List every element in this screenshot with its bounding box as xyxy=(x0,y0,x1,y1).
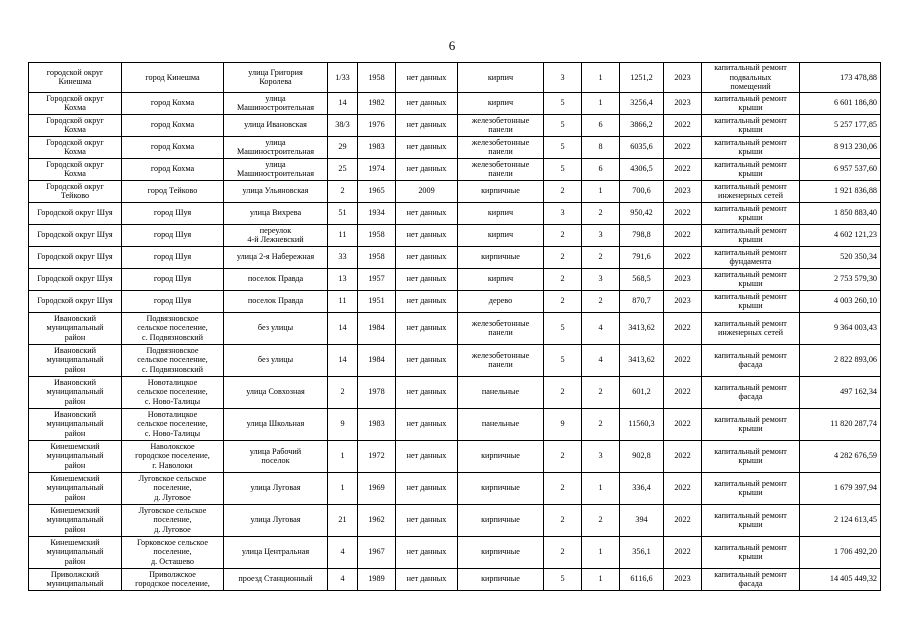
cell-floors: 2 xyxy=(544,180,582,202)
cell-build-year: 1951 xyxy=(358,290,396,312)
cell-overhaul-year: нет данных xyxy=(396,290,458,312)
cell-house-number: 14 xyxy=(328,92,358,114)
cell-overhaul-year: нет данных xyxy=(396,268,458,290)
cell-settlement: Горковское сельское поселение, д. Осташево xyxy=(122,536,224,568)
cell-wall-material: железобетонные панели xyxy=(458,136,544,158)
table-row xyxy=(29,376,881,408)
cell-repair-year: 2023 xyxy=(664,63,702,93)
cell-work-type: капитальный ремонт крыши xyxy=(702,536,800,568)
cell-area: 3413,62 xyxy=(620,312,664,344)
cell-entrances: 1 xyxy=(582,180,620,202)
cell-repair-year: 2022 xyxy=(664,136,702,158)
cell-municipality: Ивановский муниципальный район xyxy=(29,376,122,408)
cell-area: 3413,62 xyxy=(620,344,664,376)
cell-build-year: 1984 xyxy=(358,344,396,376)
cell-build-year: 1972 xyxy=(358,440,396,472)
cell-work-type: капитальный ремонт крыши xyxy=(702,504,800,536)
cell-municipality: Городской округ Шуя xyxy=(29,246,122,268)
cell-house-number: 2 xyxy=(328,180,358,202)
cell-overhaul-year: нет данных xyxy=(396,408,458,440)
cell-entrances: 1 xyxy=(582,536,620,568)
cell-work-type: капитальный ремонт крыши xyxy=(702,202,800,224)
cell-repair-year: 2022 xyxy=(664,440,702,472)
table-row xyxy=(29,568,881,590)
cell-repair-year: 2022 xyxy=(664,504,702,536)
cell-entrances: 3 xyxy=(582,440,620,472)
cell-cost: 11 820 287,74 xyxy=(800,408,881,440)
cell-settlement: город Шуя xyxy=(122,202,224,224)
cell-house-number: 14 xyxy=(328,312,358,344)
cell-work-type: капитальный ремонт крыши xyxy=(702,408,800,440)
cell-build-year: 1958 xyxy=(358,63,396,93)
cell-repair-year: 2022 xyxy=(664,312,702,344)
cell-municipality: Ивановский муниципальный район xyxy=(29,312,122,344)
cell-municipality: Кинешемский муниципальный район xyxy=(29,440,122,472)
cell-overhaul-year: нет данных xyxy=(396,92,458,114)
cell-entrances: 6 xyxy=(582,158,620,180)
cell-municipality: Городской округ Шуя xyxy=(29,290,122,312)
cell-municipality: Кинешемский муниципальный район xyxy=(29,472,122,504)
cell-entrances: 4 xyxy=(582,312,620,344)
cell-street: улица Школьная xyxy=(224,408,328,440)
table-row xyxy=(29,136,881,158)
table-row xyxy=(29,92,881,114)
cell-wall-material: кирпич xyxy=(458,92,544,114)
cell-overhaul-year: нет данных xyxy=(396,63,458,93)
cell-overhaul-year: нет данных xyxy=(396,504,458,536)
cell-wall-material: кирпичные xyxy=(458,536,544,568)
cell-settlement: город Кохма xyxy=(122,136,224,158)
cell-area: 6116,6 xyxy=(620,568,664,590)
cell-wall-material: кирпичные xyxy=(458,568,544,590)
cell-settlement: город Кохма xyxy=(122,158,224,180)
cell-area: 902,8 xyxy=(620,440,664,472)
cell-repair-year: 2023 xyxy=(664,92,702,114)
cell-work-type: капитальный ремонт крыши xyxy=(702,224,800,246)
cell-area: 870,7 xyxy=(620,290,664,312)
table-row xyxy=(29,224,881,246)
cell-municipality: городской округ Кинешма xyxy=(29,63,122,93)
cell-repair-year: 2023 xyxy=(664,568,702,590)
cell-settlement: город Шуя xyxy=(122,268,224,290)
cell-street: поселок Правда xyxy=(224,268,328,290)
cell-floors: 2 xyxy=(544,440,582,472)
cell-wall-material: кирпичные xyxy=(458,504,544,536)
cell-area: 798,8 xyxy=(620,224,664,246)
table-row xyxy=(29,268,881,290)
cell-municipality: Городской округ Кохма xyxy=(29,136,122,158)
cell-cost: 6 601 186,80 xyxy=(800,92,881,114)
cell-street: улица Луговая xyxy=(224,504,328,536)
cell-cost: 8 913 230,06 xyxy=(800,136,881,158)
cell-municipality: Ивановский муниципальный район xyxy=(29,408,122,440)
cell-work-type: капитальный ремонт фасада xyxy=(702,376,800,408)
cell-cost: 14 405 449,32 xyxy=(800,568,881,590)
cell-area: 3256,4 xyxy=(620,92,664,114)
page-number: 6 xyxy=(448,38,456,53)
cell-entrances: 1 xyxy=(582,92,620,114)
cell-cost: 4 602 121,23 xyxy=(800,224,881,246)
cell-repair-year: 2022 xyxy=(664,536,702,568)
cell-settlement: Подвязновское сельское поселение, с. Подвязновский xyxy=(122,344,224,376)
cell-repair-year: 2022 xyxy=(664,158,702,180)
cell-house-number: 1 xyxy=(328,472,358,504)
cell-build-year: 1962 xyxy=(358,504,396,536)
cell-overhaul-year: 2009 xyxy=(396,180,458,202)
cell-overhaul-year: нет данных xyxy=(396,202,458,224)
cell-repair-year: 2022 xyxy=(664,344,702,376)
cell-cost: 6 957 537,60 xyxy=(800,158,881,180)
cell-municipality: Городской округ Шуя xyxy=(29,224,122,246)
cell-street: без улицы xyxy=(224,344,328,376)
cell-cost: 1 921 836,88 xyxy=(800,180,881,202)
cell-work-type: капитальный ремонт подвальных помещений xyxy=(702,63,800,93)
cell-wall-material: кирпичные xyxy=(458,440,544,472)
cell-entrances: 2 xyxy=(582,504,620,536)
cell-area: 4306,5 xyxy=(620,158,664,180)
cell-municipality: Городской округ Кохма xyxy=(29,92,122,114)
table-row xyxy=(29,408,881,440)
cell-wall-material: железобетонные панели xyxy=(458,312,544,344)
cell-cost: 2 124 613,45 xyxy=(800,504,881,536)
cell-street: улица Луговая xyxy=(224,472,328,504)
table-row xyxy=(29,504,881,536)
cell-work-type: капитальный ремонт крыши xyxy=(702,158,800,180)
cell-house-number: 11 xyxy=(328,290,358,312)
cell-house-number: 25 xyxy=(328,158,358,180)
cell-house-number: 33 xyxy=(328,246,358,268)
cell-build-year: 1984 xyxy=(358,312,396,344)
cell-work-type: капитальный ремонт крыши xyxy=(702,290,800,312)
cell-floors: 2 xyxy=(544,268,582,290)
cell-area: 700,6 xyxy=(620,180,664,202)
cell-cost: 4 003 260,10 xyxy=(800,290,881,312)
cell-area: 3866,2 xyxy=(620,114,664,136)
cell-cost: 520 350,34 xyxy=(800,246,881,268)
cell-repair-year: 2022 xyxy=(664,376,702,408)
cell-entrances: 6 xyxy=(582,114,620,136)
cell-repair-year: 2022 xyxy=(664,224,702,246)
cell-cost: 2 753 579,30 xyxy=(800,268,881,290)
cell-floors: 5 xyxy=(544,158,582,180)
cell-floors: 2 xyxy=(544,536,582,568)
cell-municipality: Кинешемский муниципальный район xyxy=(29,504,122,536)
cell-settlement: город Кохма xyxy=(122,114,224,136)
cell-floors: 5 xyxy=(544,136,582,158)
table-row xyxy=(29,158,881,180)
cell-municipality: Кинешемский муниципальный район xyxy=(29,536,122,568)
cell-cost: 5 257 177,85 xyxy=(800,114,881,136)
cell-street: проезд Станционный xyxy=(224,568,328,590)
cell-cost: 4 282 676,59 xyxy=(800,440,881,472)
table-row xyxy=(29,180,881,202)
cell-entrances: 2 xyxy=(582,202,620,224)
cell-house-number: 51 xyxy=(328,202,358,224)
table-row xyxy=(29,312,881,344)
cell-floors: 2 xyxy=(544,472,582,504)
cell-overhaul-year: нет данных xyxy=(396,344,458,376)
cell-street: улица Вихрева xyxy=(224,202,328,224)
cell-settlement: город Шуя xyxy=(122,224,224,246)
cell-entrances: 1 xyxy=(582,63,620,93)
cell-entrances: 1 xyxy=(582,472,620,504)
cell-wall-material: железобетонные панели xyxy=(458,158,544,180)
cell-wall-material: кирпичные xyxy=(458,180,544,202)
cell-repair-year: 2023 xyxy=(664,268,702,290)
cell-wall-material: кирпич xyxy=(458,63,544,93)
cell-municipality: Городской округ Кохма xyxy=(29,114,122,136)
cell-municipality: Городской округ Шуя xyxy=(29,202,122,224)
cell-entrances: 3 xyxy=(582,268,620,290)
cell-house-number: 9 xyxy=(328,408,358,440)
cell-street: улица Совхозная xyxy=(224,376,328,408)
cell-work-type: капитальный ремонт фасада xyxy=(702,344,800,376)
cell-overhaul-year: нет данных xyxy=(396,224,458,246)
cell-floors: 2 xyxy=(544,246,582,268)
cell-floors: 5 xyxy=(544,344,582,376)
cell-cost: 173 478,88 xyxy=(800,63,881,93)
cell-build-year: 1958 xyxy=(358,246,396,268)
table-row xyxy=(29,440,881,472)
cell-house-number: 4 xyxy=(328,536,358,568)
cell-floors: 5 xyxy=(544,312,582,344)
cell-house-number: 1 xyxy=(328,440,358,472)
cell-work-type: капитальный ремонт инженерных сетей xyxy=(702,180,800,202)
cell-work-type: капитальный ремонт фундамента xyxy=(702,246,800,268)
table-row xyxy=(29,536,881,568)
cell-build-year: 1983 xyxy=(358,136,396,158)
cell-repair-year: 2023 xyxy=(664,180,702,202)
cell-overhaul-year: нет данных xyxy=(396,472,458,504)
cell-build-year: 1976 xyxy=(358,114,396,136)
cell-house-number: 14 xyxy=(328,344,358,376)
cell-wall-material: кирпичные xyxy=(458,472,544,504)
cell-municipality: Ивановский муниципальный район xyxy=(29,344,122,376)
cell-street: улица Машиностроительная xyxy=(224,158,328,180)
cell-build-year: 1974 xyxy=(358,158,396,180)
cell-street: улица Машиностроительная xyxy=(224,136,328,158)
cell-street: улица Ивановская xyxy=(224,114,328,136)
cell-cost: 2 822 893,06 xyxy=(800,344,881,376)
cell-overhaul-year: нет данных xyxy=(396,440,458,472)
cell-overhaul-year: нет данных xyxy=(396,114,458,136)
cell-settlement: город Кохма xyxy=(122,92,224,114)
cell-entrances: 3 xyxy=(582,224,620,246)
cell-build-year: 1978 xyxy=(358,376,396,408)
cell-area: 950,42 xyxy=(620,202,664,224)
table-row xyxy=(29,290,881,312)
cell-settlement: город Шуя xyxy=(122,246,224,268)
cell-area: 791,6 xyxy=(620,246,664,268)
cell-municipality: Городской округ Шуя xyxy=(29,268,122,290)
cell-settlement: город Шуя xyxy=(122,290,224,312)
cell-entrances: 2 xyxy=(582,246,620,268)
cell-house-number: 21 xyxy=(328,504,358,536)
cell-area: 568,5 xyxy=(620,268,664,290)
cell-floors: 2 xyxy=(544,290,582,312)
cell-area: 6035,6 xyxy=(620,136,664,158)
cell-settlement: Новоталицкое сельское поселение, с. Ново-Талицы xyxy=(122,408,224,440)
cell-street: улица Григория Королева xyxy=(224,63,328,93)
cell-wall-material: кирпич xyxy=(458,268,544,290)
cell-build-year: 1965 xyxy=(358,180,396,202)
cell-work-type: капитальный ремонт крыши xyxy=(702,136,800,158)
table-row xyxy=(29,246,881,268)
cell-floors: 2 xyxy=(544,224,582,246)
cell-repair-year: 2022 xyxy=(664,246,702,268)
cell-settlement: Наволокское городское поселение, г. Наволоки xyxy=(122,440,224,472)
table-row xyxy=(29,472,881,504)
cell-work-type: капитальный ремонт инженерных сетей xyxy=(702,312,800,344)
cell-floors: 2 xyxy=(544,376,582,408)
cell-repair-year: 2023 xyxy=(664,290,702,312)
cell-cost: 1 706 492,20 xyxy=(800,536,881,568)
cell-street: поселок Правда xyxy=(224,290,328,312)
cell-build-year: 1969 xyxy=(358,472,396,504)
cell-build-year: 1957 xyxy=(358,268,396,290)
cell-entrances: 8 xyxy=(582,136,620,158)
cell-cost: 497 162,34 xyxy=(800,376,881,408)
cell-street: улица Ульяновская xyxy=(224,180,328,202)
cell-overhaul-year: нет данных xyxy=(396,376,458,408)
cell-repair-year: 2022 xyxy=(664,472,702,504)
cell-build-year: 1967 xyxy=(358,536,396,568)
cell-municipality: Городской округ Тейково xyxy=(29,180,122,202)
cell-house-number: 4 xyxy=(328,568,358,590)
cell-municipality: Городской округ Кохма xyxy=(29,158,122,180)
cell-wall-material: кирпичные xyxy=(458,246,544,268)
cell-work-type: капитальный ремонт фасада xyxy=(702,568,800,590)
cell-work-type: капитальный ремонт крыши xyxy=(702,472,800,504)
cell-build-year: 1982 xyxy=(358,92,396,114)
cell-floors: 3 xyxy=(544,63,582,93)
cell-floors: 3 xyxy=(544,202,582,224)
cell-street: без улицы xyxy=(224,312,328,344)
cell-build-year: 1934 xyxy=(358,202,396,224)
cell-build-year: 1958 xyxy=(358,224,396,246)
cell-settlement: город Кинешма xyxy=(122,63,224,93)
cell-house-number: 13 xyxy=(328,268,358,290)
cell-work-type: капитальный ремонт крыши xyxy=(702,92,800,114)
table-row xyxy=(29,114,881,136)
cell-house-number: 1/33 xyxy=(328,63,358,93)
cell-build-year: 1983 xyxy=(358,408,396,440)
cell-overhaul-year: нет данных xyxy=(396,536,458,568)
cell-settlement: Луговское сельское поселение, д. Луговое xyxy=(122,504,224,536)
cell-cost: 9 364 003,43 xyxy=(800,312,881,344)
cell-floors: 9 xyxy=(544,408,582,440)
cell-cost: 1 850 883,40 xyxy=(800,202,881,224)
table-row xyxy=(29,202,881,224)
cell-entrances: 2 xyxy=(582,408,620,440)
cell-settlement: Луговское сельское поселение, д. Луговое xyxy=(122,472,224,504)
cell-entrances: 2 xyxy=(582,290,620,312)
cell-work-type: капитальный ремонт крыши xyxy=(702,114,800,136)
cell-floors: 5 xyxy=(544,114,582,136)
cell-wall-material: кирпич xyxy=(458,202,544,224)
cell-build-year: 1989 xyxy=(358,568,396,590)
cell-overhaul-year: нет данных xyxy=(396,136,458,158)
cell-street: улица Машиностроительная xyxy=(224,92,328,114)
cell-wall-material: железобетонные панели xyxy=(458,344,544,376)
cell-entrances: 1 xyxy=(582,568,620,590)
table-body xyxy=(29,63,881,591)
cell-settlement: город Тейково xyxy=(122,180,224,202)
cell-wall-material: железобетонные панели xyxy=(458,114,544,136)
cell-floors: 2 xyxy=(544,504,582,536)
cell-floors: 5 xyxy=(544,568,582,590)
cell-overhaul-year: нет данных xyxy=(396,158,458,180)
cell-work-type: капитальный ремонт крыши xyxy=(702,268,800,290)
cell-entrances: 4 xyxy=(582,344,620,376)
cell-area: 356,1 xyxy=(620,536,664,568)
cell-repair-year: 2022 xyxy=(664,202,702,224)
table-row xyxy=(29,63,881,93)
housing-repair-table xyxy=(28,62,881,591)
cell-settlement: Приволжское городское поселение, xyxy=(122,568,224,590)
cell-floors: 5 xyxy=(544,92,582,114)
cell-work-type: капитальный ремонт крыши xyxy=(702,440,800,472)
cell-street: улица Рабочий поселок xyxy=(224,440,328,472)
cell-area: 601,2 xyxy=(620,376,664,408)
cell-wall-material: кирпич xyxy=(458,224,544,246)
cell-house-number: 11 xyxy=(328,224,358,246)
cell-cost: 1 679 397,94 xyxy=(800,472,881,504)
cell-overhaul-year: нет данных xyxy=(396,246,458,268)
cell-overhaul-year: нет данных xyxy=(396,312,458,344)
cell-area: 11560,3 xyxy=(620,408,664,440)
cell-overhaul-year: нет данных xyxy=(396,568,458,590)
cell-street: переулок 4-й Лежневский xyxy=(224,224,328,246)
cell-wall-material: панельные xyxy=(458,408,544,440)
cell-repair-year: 2022 xyxy=(664,408,702,440)
cell-street: улица Центральная xyxy=(224,536,328,568)
cell-house-number: 38/3 xyxy=(328,114,358,136)
cell-area: 1251,2 xyxy=(620,63,664,93)
cell-street: улица 2-я Набережная xyxy=(224,246,328,268)
cell-area: 394 xyxy=(620,504,664,536)
cell-repair-year: 2022 xyxy=(664,114,702,136)
cell-house-number: 29 xyxy=(328,136,358,158)
cell-wall-material: панельные xyxy=(458,376,544,408)
table-row xyxy=(29,344,881,376)
cell-municipality: Приволжский муниципальный xyxy=(29,568,122,590)
cell-house-number: 2 xyxy=(328,376,358,408)
cell-settlement: Подвязновское сельское поселение, с. Подвязновский xyxy=(122,312,224,344)
cell-settlement: Новоталицкое сельское поселение, с. Ново-Талицы xyxy=(122,376,224,408)
cell-area: 336,4 xyxy=(620,472,664,504)
cell-wall-material: дерево xyxy=(458,290,544,312)
cell-entrances: 2 xyxy=(582,376,620,408)
